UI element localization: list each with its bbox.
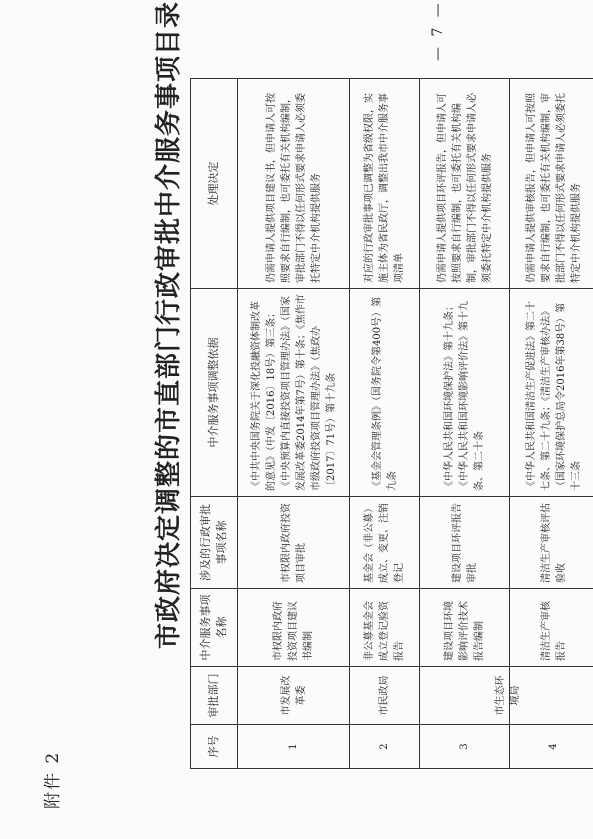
adjustment-basis: 《中共中央国务院关于深化投融资体制改革的意见》（中发〔2016〕18号）第三条；《中央预算内直接投资项目管理办法》（国家发展改革委2014年第7号）第十条；《焦作市市级政府投资项目管理办法》（焦政办〔2017〕71号）第十九条 xyxy=(238,289,350,497)
page-number: — 7 — xyxy=(430,0,446,61)
handling-decision: 仍需申请人提供审核报告，但申请人可按照要求自行编制，也可委托有关机构编制，审批部门不得以任何形式要求申请人必须委托特定中介机构提供服务 xyxy=(510,79,593,289)
document-title: 市政府决定调整的市直部门行政审批中介服务事项目录 xyxy=(154,0,184,649)
row-number: 3 xyxy=(420,725,510,769)
service-item-name: 市权限内政府投资项目建议书编制 xyxy=(238,589,350,667)
handling-decision: 仍需申请人提供项目环评报告，但申请人可按照要求自行编制，也可委托有关机构编制，审批部门不得以任何形式要求申请人必须委托特定中介机构提供服务 xyxy=(420,79,510,289)
column-header-decision: 处理决定 xyxy=(191,79,238,289)
table-header-row xyxy=(191,79,238,769)
approval-department-ecology: 市生态环境局 xyxy=(495,675,521,716)
approval-item-name: 建设项目环评报告审批 xyxy=(420,497,510,589)
table-row xyxy=(510,79,593,769)
adjustment-basis: 《中华人民共和国环境保护法》第十九条；《中华人民共和国环境影响评价法》第十九条、第二十条 xyxy=(420,289,510,497)
table-row xyxy=(420,79,510,769)
service-item-name: 非公募基金会成立登记验资报告 xyxy=(350,589,420,667)
adjustment-basis: 《基金会管理条例》（国务院令第400号）第九条 xyxy=(350,289,420,497)
handling-decision: 仍需申请人提供项目建议书，但申请人可按照要求自行编制，也可委托有关机构编制，审批部门不得以任何形式要求申请人必须委托特定中介机构提供服务 xyxy=(238,79,350,289)
column-header-dept: 审批部门 xyxy=(191,667,238,725)
column-header-approval: 涉及的行政审批事项名称 xyxy=(191,497,238,589)
column-header-no: 序号 xyxy=(191,725,238,769)
service-item-name: 建设项目环境影响评价技术报告编制 xyxy=(420,589,510,667)
table-row xyxy=(350,79,420,769)
handling-decision: 对应的行政审批事项已调整为省级权限，实施主体为省民政厅，调整出我市中介服务事项清单 xyxy=(350,79,420,289)
table-row xyxy=(238,79,350,769)
adjustment-basis: 《中华人民共和国清洁生产促进法》第二十七条、第二十九条；《清洁生产审核办法》（国家环境保护总局令2016年第38号）第十三条 xyxy=(510,289,593,497)
row-number: 1 xyxy=(238,725,350,769)
row-number: 4 xyxy=(510,725,593,769)
approval-item-name: 基金会（非公募）成立、变更、注销登记 xyxy=(350,497,420,589)
attachment-label: 附件 2 xyxy=(43,750,63,809)
approval-department-cell xyxy=(420,667,521,725)
approval-item-name: 市权限内政府投资项目审批 xyxy=(238,497,350,589)
approval-item-name: 清洁生产审核评估验收 xyxy=(510,497,593,589)
approval-department: 市发展改革委 xyxy=(238,667,350,725)
service-items-table xyxy=(190,78,593,769)
service-item-name: 清洁生产审核报告 xyxy=(510,589,593,667)
column-header-basis: 中介服务事项调整依据 xyxy=(191,289,238,497)
column-header-service: 中介服务事项名称 xyxy=(191,589,238,667)
row-number: 2 xyxy=(350,725,420,769)
approval-department: 市民政局 xyxy=(350,667,420,725)
